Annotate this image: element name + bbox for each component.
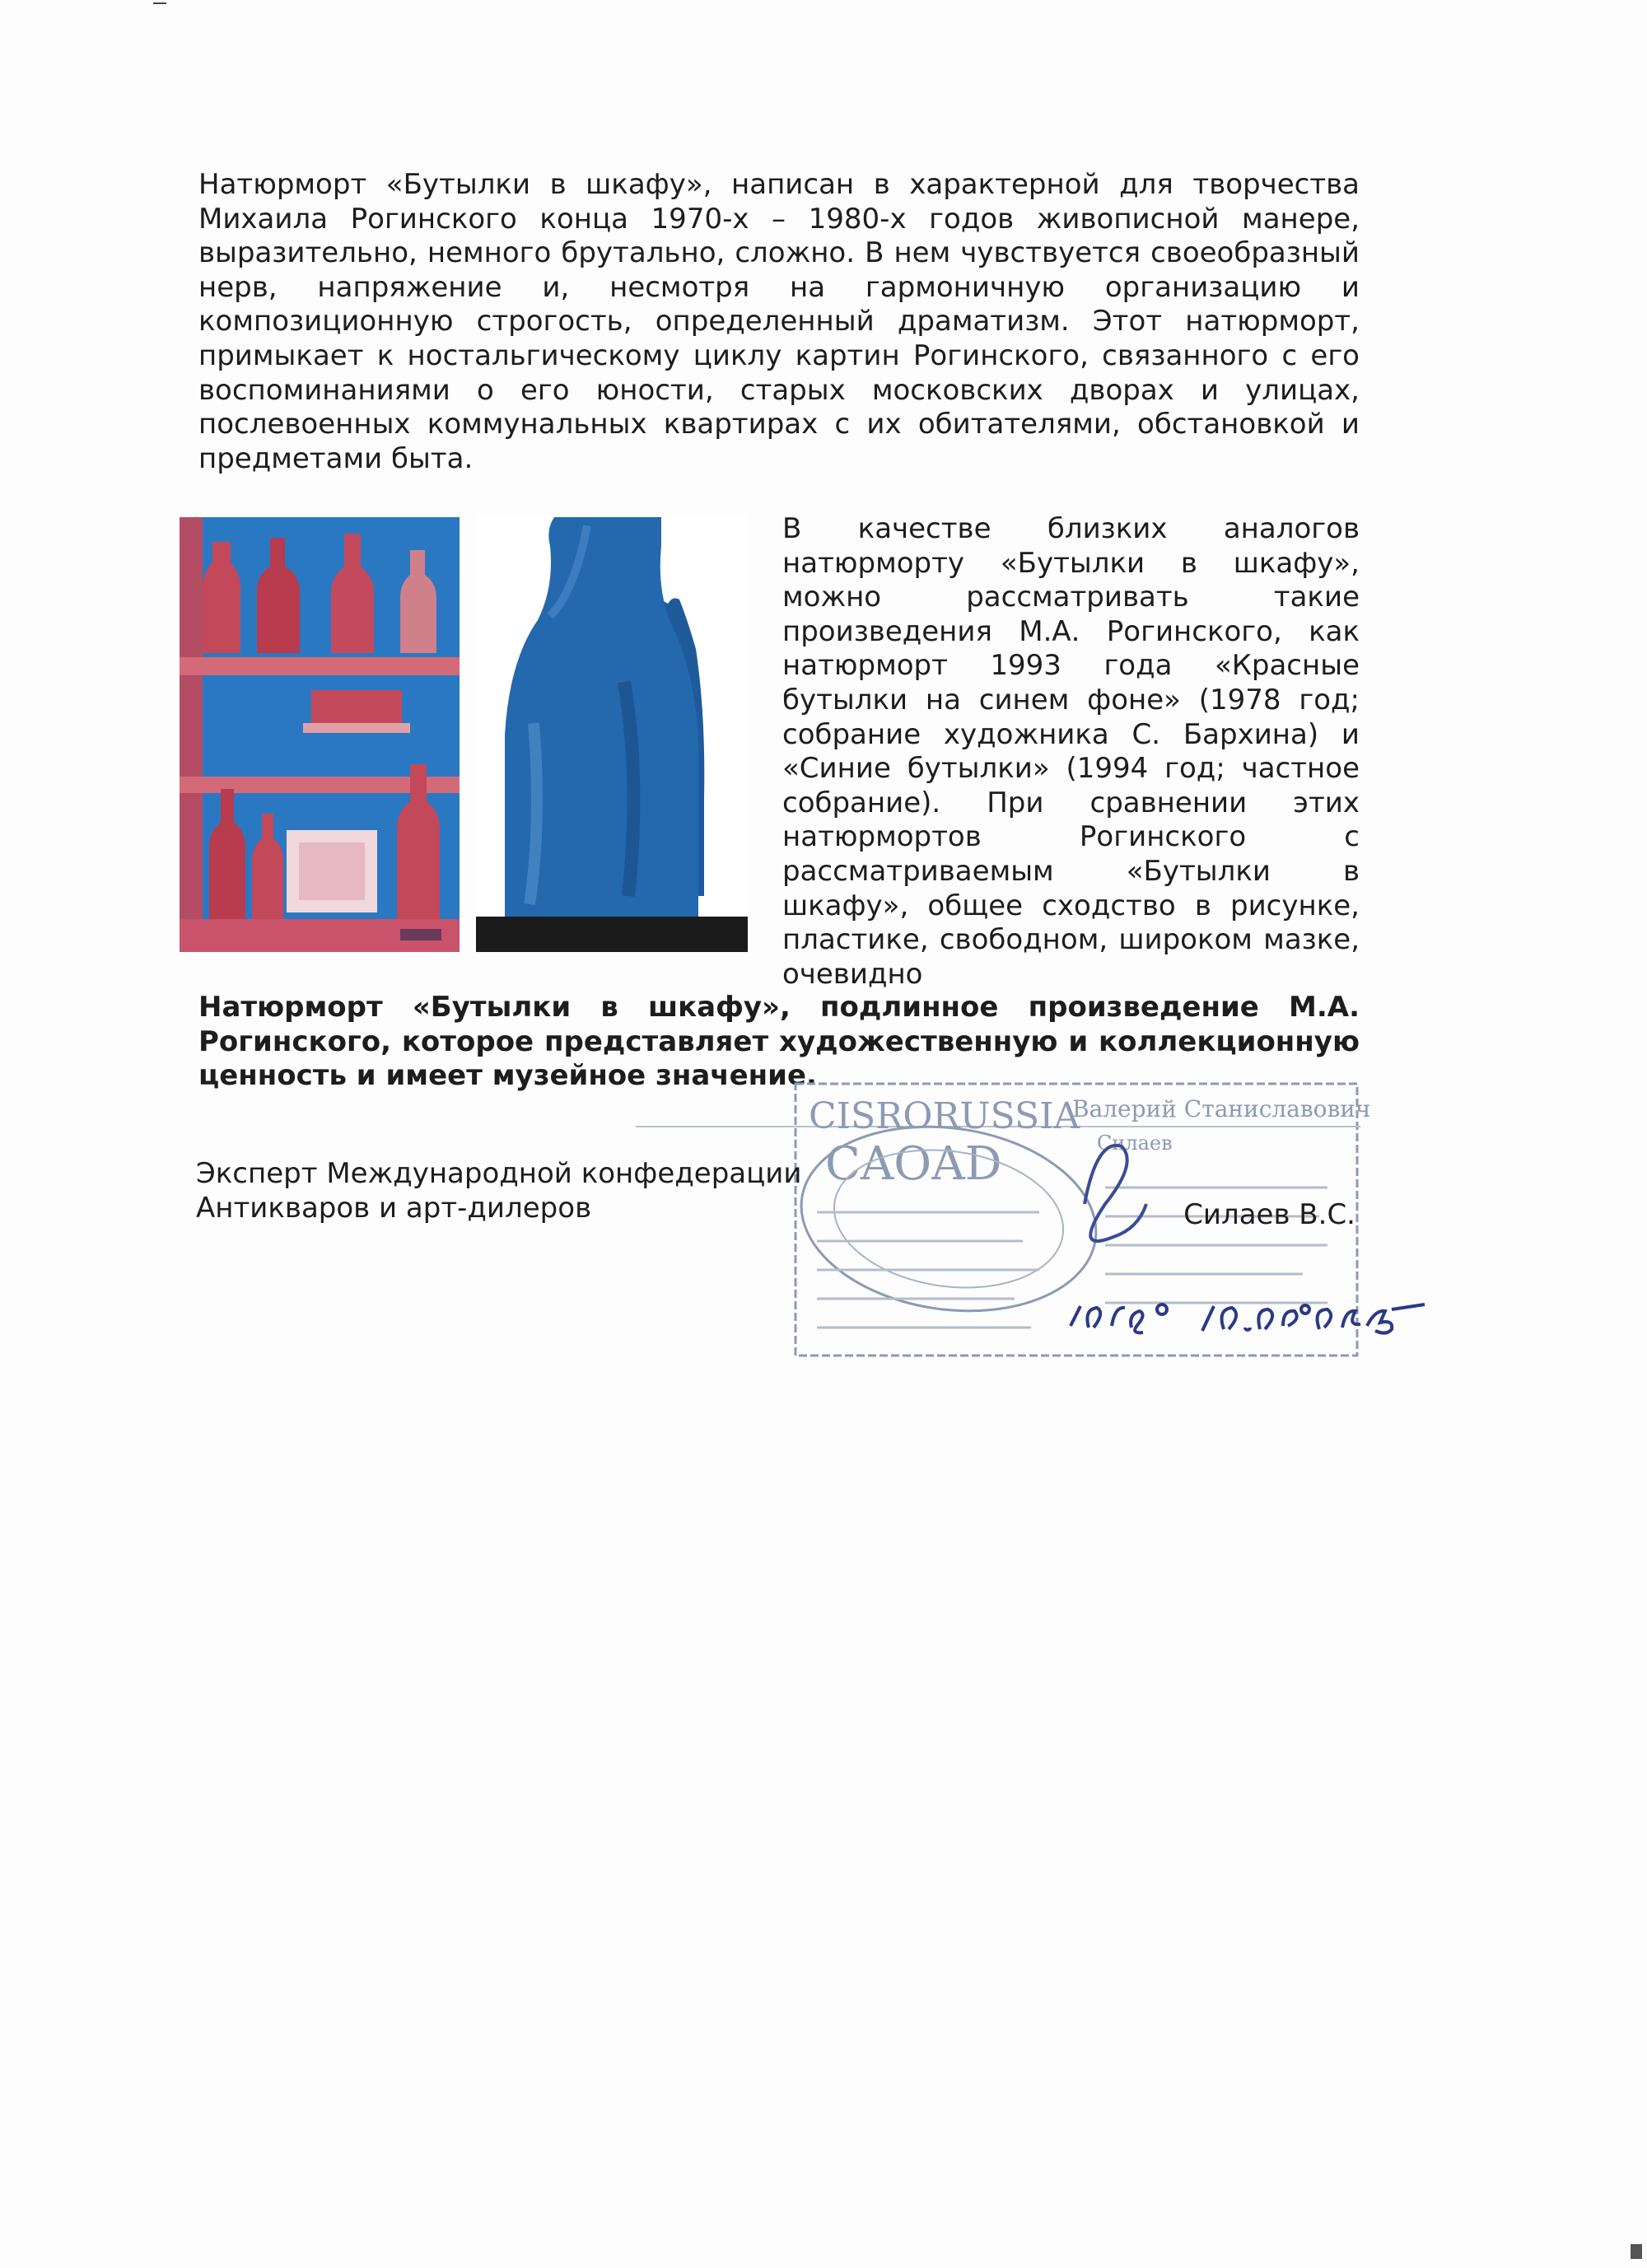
scan-mark [153, 2, 166, 4]
painting-red-bottles-on-blue [180, 517, 460, 952]
svg-text:Валерий Станиславович: Валерий Станиславович [1072, 1095, 1371, 1122]
signer-name: Силаев В.С. [1183, 1198, 1355, 1231]
scan-corner-mark [1631, 2244, 1642, 2259]
analogs-paragraph: В качестве близких аналогов натюрморту «Бутылки в шкафу», можно рассматривать такие произведения М.А. Рогинского, как натюрморт 1993 года «Красные бутылки на синем фоне» (1978 год; собрание художника С. Бархина) и «Синие бутылки» (1994 год; частное собрание). При сравнении этих натюрмортов Рогинского с рассматриваемым «Бутылки в шкафу», общее сходство в рисунке, пластике, свободном, широком мазке, очевидно [782, 512, 1360, 991]
expert-title-line2: Антикваров и арт-дилеров [196, 1192, 592, 1225]
svg-text:Силаев: Силаев [1097, 1132, 1173, 1155]
expert-title [196, 1156, 801, 1225]
expert-title-line1: Эксперт Международной конфедерации [196, 1157, 802, 1190]
svg-text:CISRORUSSIA: CISRORUSSIA [809, 1095, 1080, 1137]
painting-blue-bottles [476, 517, 748, 952]
conclusion-paragraph: Натюрморт «Бутылки в шкафу», подлинное произведение М.А. Рогинского, которое представляет художественную и коллекционную ценность и имеет музейное значение. [198, 991, 1360, 1093]
handwritten-registration-number [1062, 1285, 1433, 1351]
intro-paragraph: Натюрморт «Бутылки в шкафу», написан в характерной для творчества Михаила Рогинского конца 1970-х – 1980-х годов живописной манере, выразительно, немного брутально, сложно. В нем чувствуется своеобразный нерв, напряжение и, несмотря на гармоничную организацию и композиционную строгость, определенный драматизм. Этот натюрморт, примыкает к ностальгическому циклу картин Рогинского, связанного с его воспоминаниями о его юности, старых московских дворах и улицах, послевоенных коммунальных квартирах с их обитателями, обстановкой и предметами быта. [198, 168, 1360, 475]
svg-text:CAOAD: CAOAD [825, 1137, 1002, 1191]
